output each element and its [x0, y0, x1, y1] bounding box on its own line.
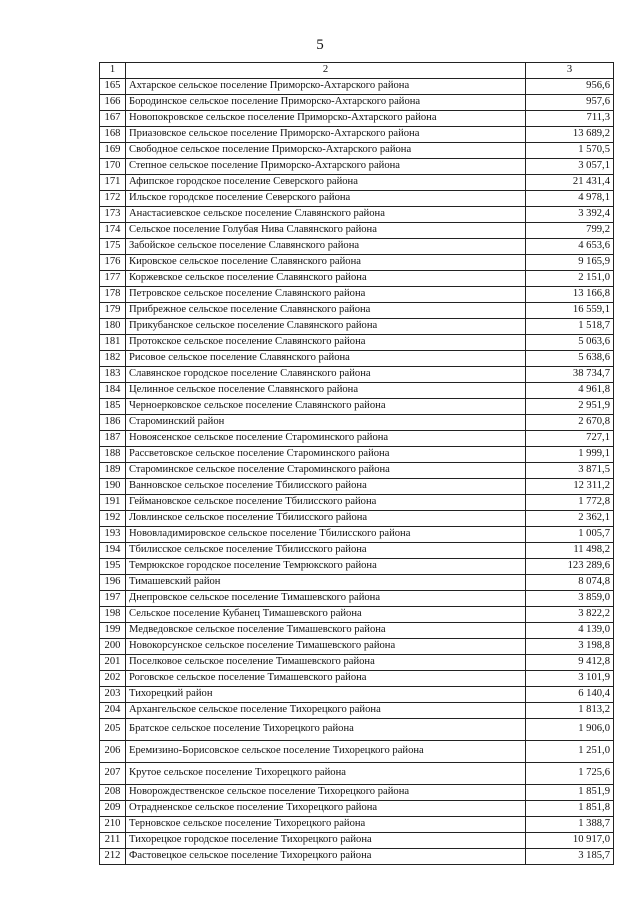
table-row — [100, 801, 614, 817]
table-row — [100, 255, 614, 271]
row-name: Новорождественское сельское поселение Тихорецкого района — [126, 785, 526, 801]
table-row — [100, 319, 614, 335]
row-number: 199 — [100, 623, 126, 639]
row-number: 176 — [100, 255, 126, 271]
table-row — [100, 111, 614, 127]
row-number: 209 — [100, 801, 126, 817]
row-name: Темрюкское городское поселение Темрюкского района — [126, 559, 526, 575]
row-name: Рисовое сельское поселение Славянского района — [126, 351, 526, 367]
column-header-3: 3 — [526, 63, 614, 79]
row-value: 1 725,6 — [526, 763, 614, 785]
row-number: 186 — [100, 415, 126, 431]
table-row — [100, 335, 614, 351]
row-number: 200 — [100, 639, 126, 655]
row-value: 711,3 — [526, 111, 614, 127]
row-number: 207 — [100, 763, 126, 785]
row-value: 1 518,7 — [526, 319, 614, 335]
row-value: 1 851,9 — [526, 785, 614, 801]
row-value: 727,1 — [526, 431, 614, 447]
row-name: Тихорецкий район — [126, 687, 526, 703]
row-value: 3 185,7 — [526, 849, 614, 865]
row-value: 2 670,8 — [526, 415, 614, 431]
row-value: 956,6 — [526, 79, 614, 95]
row-value: 6 140,4 — [526, 687, 614, 703]
table-row — [100, 447, 614, 463]
table-row — [100, 655, 614, 671]
row-name: Кировское сельское поселение Славянского района — [126, 255, 526, 271]
row-name: Прикубанское сельское поселение Славянского района — [126, 319, 526, 335]
row-name: Приазовское сельское поселение Приморско-Ахтарского района — [126, 127, 526, 143]
table-row — [100, 383, 614, 399]
row-value: 2 151,0 — [526, 271, 614, 287]
table-row — [100, 191, 614, 207]
row-number: 194 — [100, 543, 126, 559]
row-number: 165 — [100, 79, 126, 95]
row-number: 201 — [100, 655, 126, 671]
table-row — [100, 833, 614, 849]
table-row — [100, 95, 614, 111]
table-row — [100, 575, 614, 591]
row-value: 957,6 — [526, 95, 614, 111]
table-row — [100, 703, 614, 719]
row-name: Новокорсунское сельское поселение Тимашевского района — [126, 639, 526, 655]
row-name: Анастасиевское сельское поселение Славянского района — [126, 207, 526, 223]
table-row — [100, 271, 614, 287]
row-name: Прибрежное сельское поселение Славянского района — [126, 303, 526, 319]
table-header-row — [100, 63, 614, 79]
table-row — [100, 763, 614, 785]
row-value: 4 139,0 — [526, 623, 614, 639]
table-row — [100, 399, 614, 415]
row-value: 4 653,6 — [526, 239, 614, 255]
table-row — [100, 303, 614, 319]
row-number: 185 — [100, 399, 126, 415]
table-row — [100, 687, 614, 703]
row-value: 3 101,9 — [526, 671, 614, 687]
table-row — [100, 127, 614, 143]
row-number: 203 — [100, 687, 126, 703]
table-row — [100, 223, 614, 239]
row-number: 211 — [100, 833, 126, 849]
row-value: 2 362,1 — [526, 511, 614, 527]
row-value: 16 559,1 — [526, 303, 614, 319]
row-name: Староминское сельское поселение Староминского района — [126, 463, 526, 479]
row-number: 182 — [100, 351, 126, 367]
row-name: Ахтарское сельское поселение Приморско-Ахтарского района — [126, 79, 526, 95]
row-number: 198 — [100, 607, 126, 623]
row-value: 10 917,0 — [526, 833, 614, 849]
row-number: 192 — [100, 511, 126, 527]
row-value: 11 498,2 — [526, 543, 614, 559]
row-number: 212 — [100, 849, 126, 865]
row-number: 195 — [100, 559, 126, 575]
row-value: 1 851,8 — [526, 801, 614, 817]
row-value: 1 251,0 — [526, 741, 614, 763]
row-name: Еремизино-Борисовское сельское поселение Тихорецкого района — [126, 741, 526, 763]
row-number: 175 — [100, 239, 126, 255]
row-value: 3 871,5 — [526, 463, 614, 479]
row-value: 9 412,8 — [526, 655, 614, 671]
table-row — [100, 431, 614, 447]
row-value: 9 165,9 — [526, 255, 614, 271]
row-name: Сельское поселение Кубанец Тимашевского района — [126, 607, 526, 623]
row-number: 178 — [100, 287, 126, 303]
table-row — [100, 143, 614, 159]
row-number: 180 — [100, 319, 126, 335]
table-row — [100, 175, 614, 191]
row-value: 1 906,0 — [526, 719, 614, 741]
row-value: 1 813,2 — [526, 703, 614, 719]
row-number: 196 — [100, 575, 126, 591]
row-value: 13 689,2 — [526, 127, 614, 143]
table-row — [100, 671, 614, 687]
row-number: 183 — [100, 367, 126, 383]
row-name: Поселковое сельское поселение Тимашевского района — [126, 655, 526, 671]
row-name: Свободное сельское поселение Приморско-Ахтарского района — [126, 143, 526, 159]
row-name: Рассветовское сельское поселение Староминского района — [126, 447, 526, 463]
row-name: Крутое сельское поселение Тихорецкого района — [126, 763, 526, 785]
row-value: 3 392,4 — [526, 207, 614, 223]
page-number: 5 — [316, 37, 324, 53]
row-name: Петровское сельское поселение Славянского района — [126, 287, 526, 303]
row-value: 13 166,8 — [526, 287, 614, 303]
table-row — [100, 623, 614, 639]
row-name: Братское сельское поселение Тихорецкого района — [126, 719, 526, 741]
column-header-2: 2 — [126, 63, 526, 79]
row-name: Днепровское сельское поселение Тимашевского района — [126, 591, 526, 607]
row-name: Отрадненское сельское поселение Тихорецкого района — [126, 801, 526, 817]
row-value: 3 859,0 — [526, 591, 614, 607]
row-number: 188 — [100, 447, 126, 463]
row-number: 181 — [100, 335, 126, 351]
table-row — [100, 495, 614, 511]
row-value: 4 978,1 — [526, 191, 614, 207]
row-number: 172 — [100, 191, 126, 207]
row-number: 167 — [100, 111, 126, 127]
row-name: Роговское сельское поселение Тимашевского района — [126, 671, 526, 687]
table-row — [100, 785, 614, 801]
row-name: Ильское городское поселение Северского района — [126, 191, 526, 207]
row-value: 1 772,8 — [526, 495, 614, 511]
table-row — [100, 849, 614, 865]
table-row — [100, 607, 614, 623]
table-row — [100, 527, 614, 543]
row-name: Староминский район — [126, 415, 526, 431]
row-number: 187 — [100, 431, 126, 447]
row-number: 191 — [100, 495, 126, 511]
table-row — [100, 159, 614, 175]
row-name: Архангельское сельское поселение Тихорецкого района — [126, 703, 526, 719]
row-name: Тбилисское сельское поселение Тбилисского района — [126, 543, 526, 559]
table-row — [100, 79, 614, 95]
table-row — [100, 239, 614, 255]
data-table — [99, 62, 614, 865]
table-row — [100, 719, 614, 741]
row-name: Бородинское сельское поселение Приморско-Ахтарского района — [126, 95, 526, 111]
row-number: 197 — [100, 591, 126, 607]
row-number: 189 — [100, 463, 126, 479]
row-number: 202 — [100, 671, 126, 687]
row-name: Тимашевский район — [126, 575, 526, 591]
row-name: Ловлинское сельское поселение Тбилисского района — [126, 511, 526, 527]
row-number: 193 — [100, 527, 126, 543]
row-value: 1 999,1 — [526, 447, 614, 463]
row-name: Протокское сельское поселение Славянского района — [126, 335, 526, 351]
row-number: 177 — [100, 271, 126, 287]
table-row — [100, 591, 614, 607]
table-row — [100, 639, 614, 655]
row-number: 166 — [100, 95, 126, 111]
row-name: Славянское городское поселение Славянского района — [126, 367, 526, 383]
row-name: Коржевское сельское поселение Славянского района — [126, 271, 526, 287]
table-row — [100, 511, 614, 527]
row-name: Забойское сельское поселение Славянского района — [126, 239, 526, 255]
row-name: Черноерковское сельское поселение Славянского района — [126, 399, 526, 415]
row-value: 5 063,6 — [526, 335, 614, 351]
row-number: 170 — [100, 159, 126, 175]
table-row — [100, 351, 614, 367]
table-row — [100, 463, 614, 479]
row-name: Сельское поселение Голубая Нива Славянского района — [126, 223, 526, 239]
row-number: 173 — [100, 207, 126, 223]
row-number: 205 — [100, 719, 126, 741]
row-number: 169 — [100, 143, 126, 159]
row-value: 5 638,6 — [526, 351, 614, 367]
table-row — [100, 817, 614, 833]
row-value: 1 388,7 — [526, 817, 614, 833]
row-number: 206 — [100, 741, 126, 763]
row-value: 3 198,8 — [526, 639, 614, 655]
row-value: 1 005,7 — [526, 527, 614, 543]
row-name: Афипское городское поселение Северского района — [126, 175, 526, 191]
row-number: 171 — [100, 175, 126, 191]
row-value: 8 074,8 — [526, 575, 614, 591]
table-row — [100, 287, 614, 303]
row-name: Новопокровское сельское поселение Приморско-Ахтарского района — [126, 111, 526, 127]
row-value: 2 951,9 — [526, 399, 614, 415]
row-number: 168 — [100, 127, 126, 143]
row-name: Медведовское сельское поселение Тимашевского района — [126, 623, 526, 639]
row-value: 1 570,5 — [526, 143, 614, 159]
table-row — [100, 543, 614, 559]
row-name: Геймановское сельское поселение Тбилисского района — [126, 495, 526, 511]
row-number: 174 — [100, 223, 126, 239]
row-number: 204 — [100, 703, 126, 719]
table-row — [100, 367, 614, 383]
row-value: 3 057,1 — [526, 159, 614, 175]
row-value: 21 431,4 — [526, 175, 614, 191]
row-value: 123 289,6 — [526, 559, 614, 575]
row-name: Ванновское сельское поселение Тбилисского района — [126, 479, 526, 495]
row-name: Целинное сельское поселение Славянского района — [126, 383, 526, 399]
table-row — [100, 741, 614, 763]
row-value: 12 311,2 — [526, 479, 614, 495]
row-value: 4 961,8 — [526, 383, 614, 399]
row-number: 179 — [100, 303, 126, 319]
table-row — [100, 559, 614, 575]
row-number: 190 — [100, 479, 126, 495]
row-name: Степное сельское поселение Приморско-Ахтарского района — [126, 159, 526, 175]
table-row — [100, 479, 614, 495]
row-number: 184 — [100, 383, 126, 399]
row-name: Фастовецкое сельское поселение Тихорецкого района — [126, 849, 526, 865]
row-number: 208 — [100, 785, 126, 801]
row-name: Тихорецкое городское поселение Тихорецкого района — [126, 833, 526, 849]
table-row — [100, 415, 614, 431]
row-name: Терновское сельское поселение Тихорецкого района — [126, 817, 526, 833]
row-number: 210 — [100, 817, 126, 833]
row-name: Нововладимировское сельское поселение Тбилисского района — [126, 527, 526, 543]
table-row — [100, 207, 614, 223]
row-value: 3 822,2 — [526, 607, 614, 623]
row-value: 799,2 — [526, 223, 614, 239]
row-value: 38 734,7 — [526, 367, 614, 383]
row-name: Новоясенское сельское поселение Староминского района — [126, 431, 526, 447]
column-header-1: 1 — [100, 63, 126, 79]
